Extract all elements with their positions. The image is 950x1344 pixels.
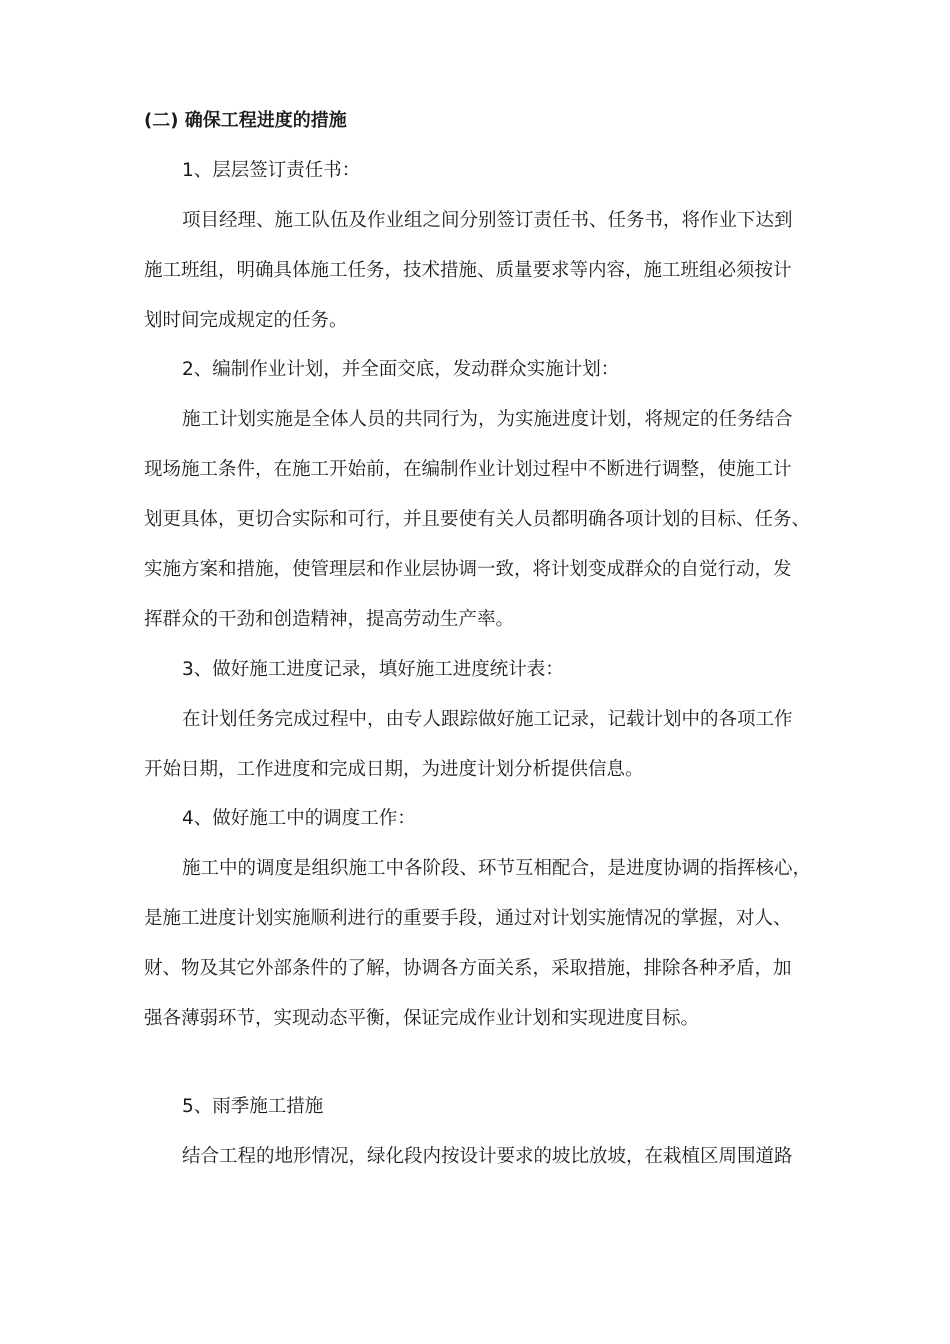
item-2-title: 2、编制作业计划，并全面交底，发动群众实施计划： [182,359,620,380]
paragraph-line: 施工中的调度是组织施工中各阶段、环节互相配合，是进度协调的指挥核心， [182,858,812,879]
paragraph-line: 是施工进度计划实施顺利进行的重要手段，通过对计划实施情况的掌握，对人、 [144,908,792,929]
paragraph-line: 结合工程的地形情况，绿化段内按设计要求的坡比放坡，在栽植区周围道路 [182,1146,793,1167]
paragraph-line: 划时间完成规定的任务。 [144,310,348,331]
paragraph-line: 强各薄弱环节，实现动态平衡，保证完成作业计划和实现进度目标。 [144,1008,700,1029]
paragraph-line: 实施方案和措施，使管理层和作业层协调一致，将计划变成群众的自觉行动，发 [144,559,792,580]
paragraph-line: 财、物及其它外部条件的了解，协调各方面关系，采取措施，排除各种矛盾，加 [144,958,792,979]
paragraph-line: 项目经理、施工队伍及作业组之间分别签订责任书、任务书，将作业下达到 [182,210,793,231]
paragraph-line: 施工计划实施是全体人员的共同行为，为实施进度计划，将规定的任务结合 [182,409,793,430]
item-5-title: 5、雨季施工措施 [182,1096,324,1117]
paragraph-line: 挥群众的干劲和创造精神，提高劳动生产率。 [144,609,515,630]
paragraph-line: 开始日期，工作进度和完成日期，为进度计划分析提供信息。 [144,759,644,780]
paragraph-line: 在计划任务完成过程中，由专人跟踪做好施工记录，记载计划中的各项工作 [182,709,793,730]
item-1-title: 1、层层签订责任书： [182,160,361,181]
item-3-title: 3、做好施工进度记录，填好施工进度统计表： [182,659,564,680]
section-heading: (二) 确保工程进度的措施 [144,110,347,131]
paragraph-line: 施工班组，明确具体施工任务，技术措施、质量要求等内容，施工班组必须按计 [144,260,792,281]
paragraph-line: 现场施工条件，在施工开始前，在编制作业计划过程中不断进行调整，使施工计 [144,459,792,480]
paragraph-line: 划更具体，更切合实际和可行，并且要使有关人员都明确各项计划的目标、任务、 [144,509,811,530]
item-4-title: 4、做好施工中的调度工作： [182,808,416,829]
